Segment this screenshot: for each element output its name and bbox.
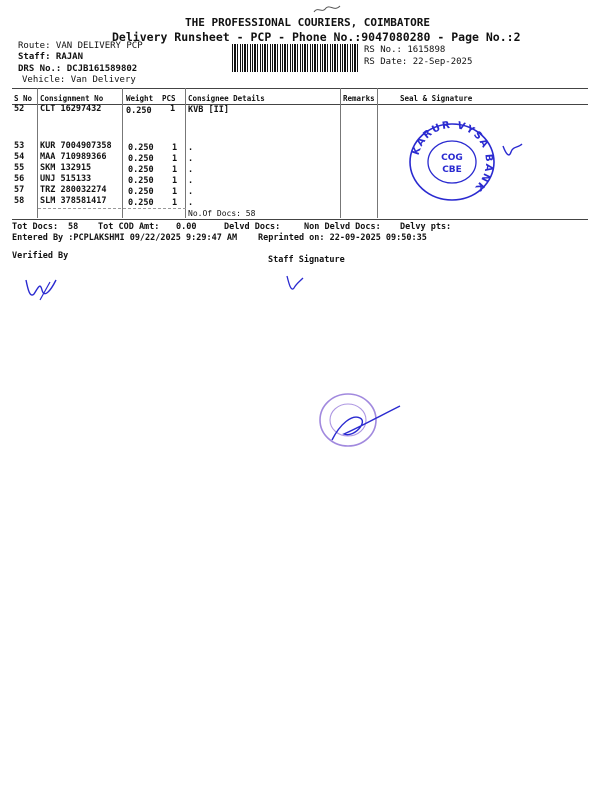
staff-signature	[284, 272, 306, 296]
cell-pcs: 1	[172, 143, 178, 153]
rs-no-text: RS No.: 1615898	[364, 45, 446, 55]
cell-consignee: .	[188, 143, 194, 153]
row-separator	[38, 208, 186, 209]
cell-weight: 0.250	[128, 165, 154, 175]
cod-value: 0.00	[176, 222, 197, 232]
table-bottom-border	[12, 219, 588, 220]
delvy-pts-label: Delvy pts:	[400, 222, 452, 232]
cod-label: Tot COD Amt:	[98, 222, 160, 232]
table-top-border	[12, 88, 588, 89]
delvd-docs-label: Delvd Docs:	[224, 222, 281, 232]
cell-sno: 55	[14, 163, 25, 173]
stamp-ring-text: KARUR VYSA BANK	[410, 120, 495, 194]
barcode	[232, 44, 360, 72]
cell-consignment: MAA 710989366	[40, 152, 107, 162]
col-divider	[377, 88, 378, 218]
cell-pcs: 1	[172, 154, 178, 164]
cell-consignee: .	[188, 176, 194, 186]
stamp-center-top: COG	[441, 153, 463, 163]
rs-date-text: RS Date: 22-Sep-2025	[364, 57, 473, 67]
cell-consignee: .	[188, 154, 194, 164]
cell-weight: 0.250	[128, 143, 154, 153]
cell-consignment: SLM 378581417	[40, 196, 107, 206]
tot-docs-label: Tot Docs:	[12, 222, 59, 232]
vehicle-text: Vehicle: Van Delivery	[22, 75, 136, 85]
col-header-seal: Seal & Signature	[400, 94, 473, 103]
cell-consignee: .	[188, 187, 194, 197]
cell-consignment: UNJ 515133	[40, 174, 92, 184]
col-header-remarks: Remarks	[343, 94, 375, 103]
staff-text: Staff: RAJAN	[18, 52, 84, 62]
cell-weight: 0.250	[126, 106, 152, 116]
col-divider	[185, 88, 186, 218]
col-divider	[37, 88, 38, 218]
col-divider	[340, 88, 341, 218]
stamp-check-signature	[500, 140, 524, 162]
runsheet-subtitle: Delivery Runsheet - PCP - Phone No.:9047080280 - Page No.:2	[112, 30, 521, 44]
cell-consignment: SKM 132915	[40, 163, 92, 173]
verified-by-label: Verified By	[12, 251, 69, 261]
cell-sno: 58	[14, 196, 25, 206]
verified-signature	[20, 270, 64, 306]
col-header-pcs: PCS	[162, 94, 176, 103]
col-divider	[122, 88, 123, 218]
no-of-docs: No.Of Docs: 58	[188, 209, 256, 218]
cell-consignment: KUR 7004907358	[40, 141, 112, 151]
cell-sno: 53	[14, 141, 25, 151]
cell-weight: 0.250	[128, 198, 154, 208]
cell-pcs: 1	[172, 165, 178, 175]
cell-weight: 0.250	[128, 187, 154, 197]
top-scribble	[312, 2, 342, 16]
col-header-consignment: Consignment No	[40, 94, 104, 103]
col-header-consignee: Consignee Details	[188, 94, 265, 103]
cell-consignee: .	[188, 165, 194, 175]
cell-consignee: .	[188, 198, 194, 208]
cell-consignment: TRZ 280032274	[40, 185, 107, 195]
cell-pcs: 1	[172, 187, 178, 197]
cell-pcs: 1	[172, 198, 178, 208]
col-header-weight: Weight	[126, 94, 154, 103]
tot-docs-value: 58	[68, 222, 79, 232]
cell-weight: 0.250	[128, 154, 154, 164]
entered-by: Entered By :PCPLAKSHMI 09/22/2025 9:29:47 AM	[12, 233, 238, 243]
cell-sno: 52	[14, 104, 25, 114]
company-title: THE PROFESSIONAL COURIERS, COIMBATORE	[185, 16, 431, 29]
staff-signature-label: Staff Signature	[268, 255, 345, 265]
cell-pcs: 1	[170, 104, 176, 114]
cell-consignee: KVB [II]	[188, 105, 229, 115]
col-header-sno: S No	[14, 94, 33, 103]
drs-text: DRS No.: DCJB161589802	[18, 64, 138, 74]
cell-sno: 54	[14, 152, 25, 162]
cell-pcs: 1	[172, 176, 178, 186]
reprinted-on: Reprinted on: 22-09-2025 09:50:35	[258, 233, 427, 243]
cell-sno: 56	[14, 174, 25, 184]
faded-stamp	[314, 388, 406, 454]
stamp-center-bottom: CBE	[442, 165, 462, 175]
cell-weight: 0.250	[128, 176, 154, 186]
route-text: Route: VAN DELIVERY PCP	[18, 41, 143, 51]
cell-sno: 57	[14, 185, 25, 195]
cell-consignment: CLT 16297432	[40, 104, 102, 114]
bank-seal-stamp	[406, 120, 498, 204]
non-delvd-docs-label: Non Delvd Docs:	[304, 222, 381, 232]
